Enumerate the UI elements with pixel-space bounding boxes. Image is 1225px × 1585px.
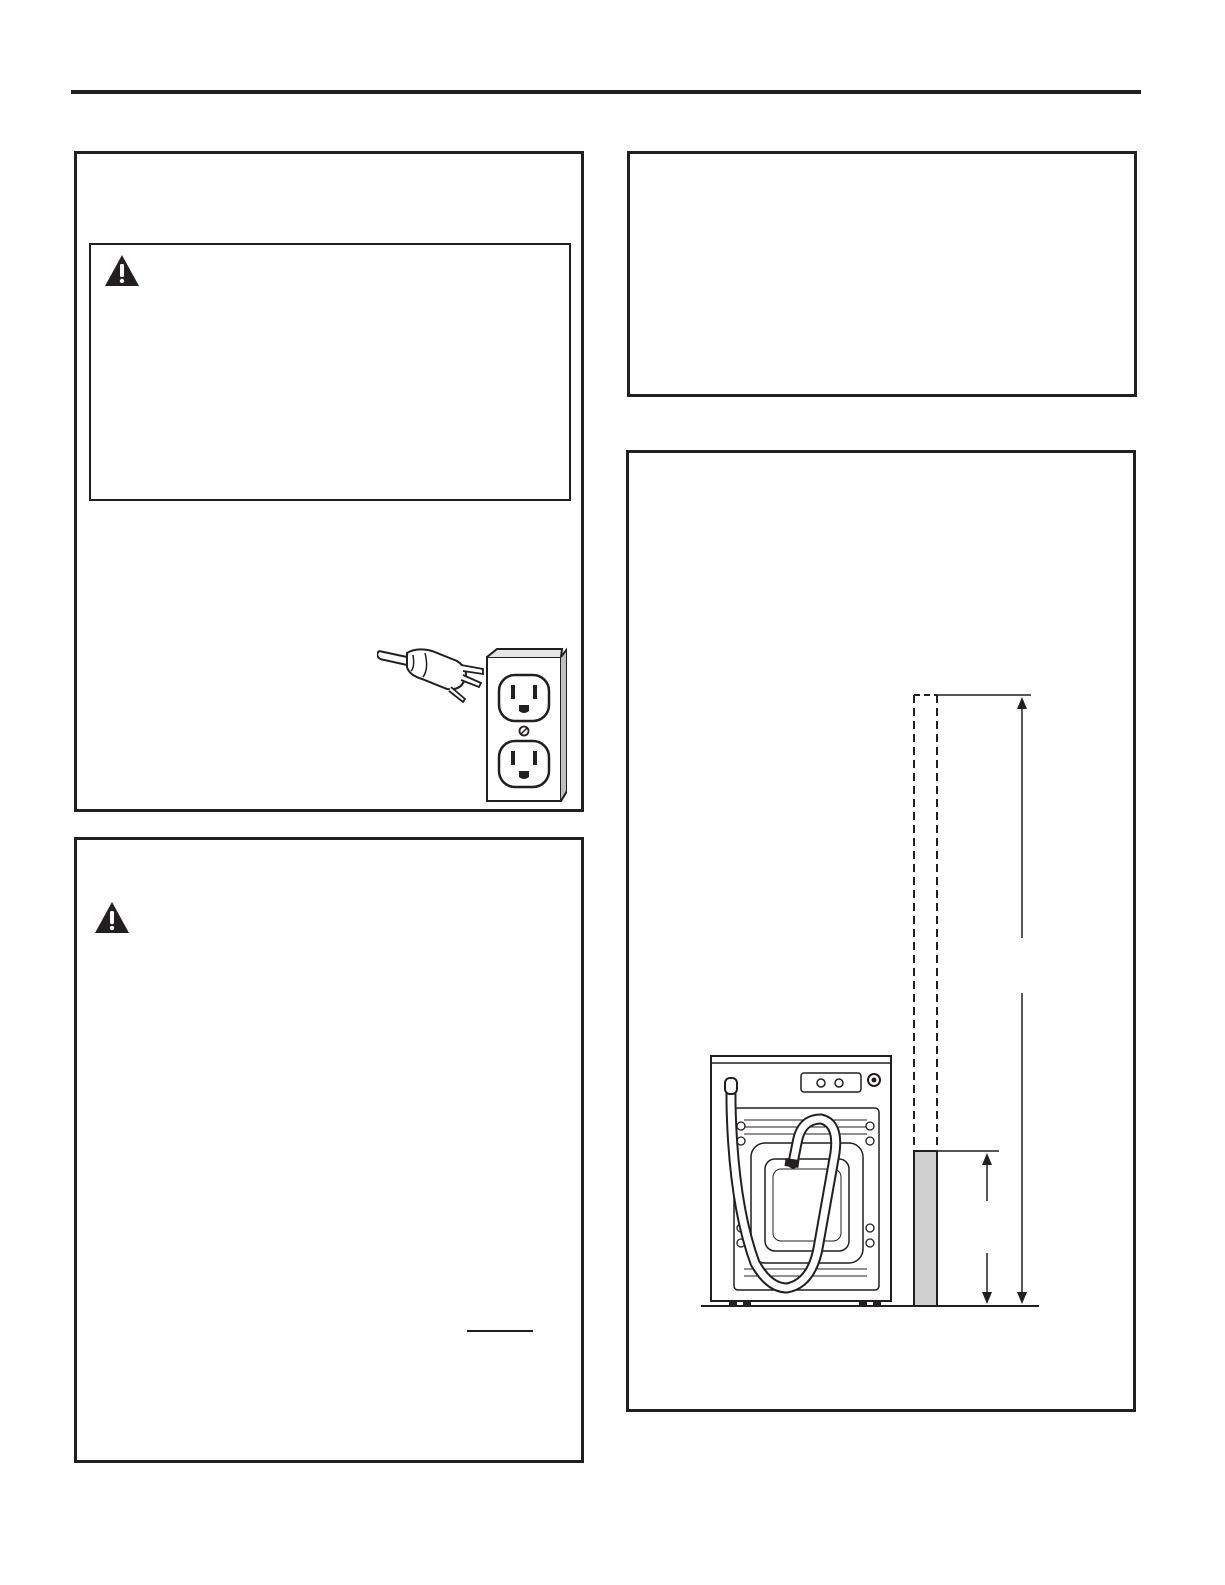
washer-rear-with-drain-hose-and-standpipe-illustration <box>689 683 1109 1313</box>
header-rule <box>71 90 1141 94</box>
info-panel-upper-right <box>627 151 1137 397</box>
drain-standpipe-panel <box>626 450 1136 1412</box>
electrical-warning-box <box>89 243 571 501</box>
underline-mark <box>467 1330 533 1332</box>
warning-triangle-icon <box>104 254 140 287</box>
warning-panel-lower <box>74 837 584 1463</box>
warning-triangle-icon <box>94 901 130 934</box>
grounded-plug-and-outlet-illustration <box>377 639 567 804</box>
electrical-panel <box>74 151 584 812</box>
